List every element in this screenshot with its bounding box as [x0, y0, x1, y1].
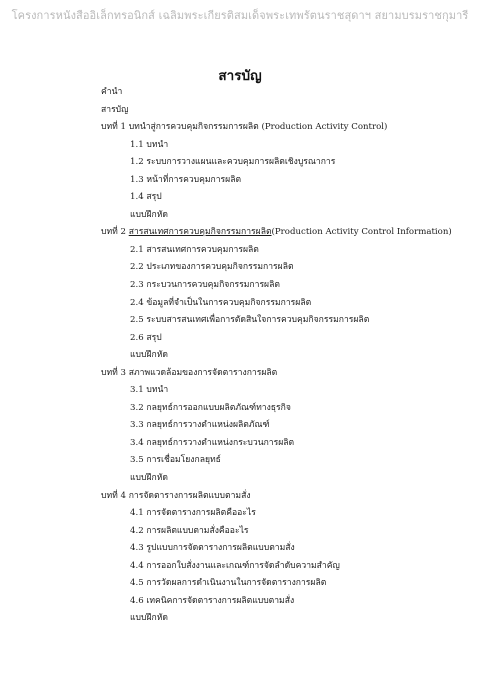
toc-entry-sub: 1.3 หน้าที่การควบคุมการผลิต [130, 174, 242, 185]
toc-entry-sub: 4.6 เทคนิคการจัดตารางการผลิตแบบตามสั่ง [130, 595, 295, 606]
toc-entry-sub: 3.2 กลยุทธ์การออกแบบผลิตภัณฑ์ทางธุรกิจ [130, 402, 291, 413]
toc-entry-main: สารบัญ [101, 104, 129, 115]
toc-entry-sub: 1.1 บทนำ [130, 139, 169, 150]
toc-entry-sub: 3.3 กลยุทธ์การวางตำแหน่งผลิตภัณฑ์ [130, 420, 270, 431]
watermark-header: โครงการหนังสืออิเล็กทรอนิกส์ เฉลิมพระเกียรติสมเด็จพระเทพรัตนราชสุดาฯ สยามบรมราชกุมารี [11, 9, 469, 22]
toc-entry-main: คำนำ [101, 87, 123, 97]
toc-entry-sub: 2.2 ประเภทของการควบคุมกิจกรรมการผลิต [130, 262, 294, 273]
toc-entry-sub: 2.5 ระบบสารสนเทศเพื่อการตัดสินใจการควบคุมกิจกรรมการผลิต [130, 315, 370, 326]
toc-entry-underlined-title: สารสนเทศการควบคุมกิจกรรมการผลิต [128, 227, 272, 238]
toc-entry-sub: 3.1 บทนำ [130, 385, 169, 396]
toc-entry-main: บทที่ 3 สภาพแวดล้อมของการจัดตารางการผลิต [101, 367, 278, 378]
toc-entry-sub: 4.4 การออกใบสั่งงานและเกณฑ์การจัดลำดับความสำคัญ [130, 560, 340, 571]
toc-entry-sub: 2.4 ข้อมูลที่จำเป็นในการควบคุมกิจกรรมการผลิต [130, 297, 312, 308]
toc-entry-main: บทที่ 4 การจัดตารางการผลิตแบบตามสั่ง [101, 490, 251, 501]
toc-entry-sub: 3.4 กลยุทธ์การวางตำแหน่งกระบวนการผลิต [130, 437, 295, 448]
toc-entry-sub: 4.5 การวัดผลการดำเนินงานในการจัดตารางการผลิต [130, 578, 327, 589]
toc-entry-sub: 2.3 กระบวนการควบคุมกิจกรรมการผลิต [130, 280, 280, 291]
toc-entry-sub: แบบฝึกหัด [130, 350, 168, 361]
toc-entry-suffix: (Production Activity Control Information) [271, 227, 452, 238]
page-title: สารบัญ [218, 68, 262, 84]
toc-entry-sub: 4.1 การจัดตารางการผลิตคืออะไร [130, 508, 256, 519]
table-of-contents [0, 84, 480, 628]
toc-entry-sub: 4.2 การผลิตแบบตามสั่งคืออะไร [130, 525, 249, 536]
toc-entry-sub: 1.4 สรุป [130, 192, 162, 203]
toc-entry-sub: แบบฝึกหัด [130, 473, 168, 484]
toc-entry-sub: 2.1 สารสนเทศการควบคุมการผลิต [130, 244, 259, 255]
toc-entry-sub: 2.6 สรุป [130, 332, 162, 343]
toc-entry-prefix: บทที่ 2 [101, 227, 129, 238]
toc-entry-sub: 3.5 การเชื่อมโยงกลยุทธ์ [130, 455, 221, 466]
toc-entry-sub: 4.3 รูปแบบการจัดตารางการผลิตแบบตามสั่ง [130, 543, 295, 554]
toc-entry-sub: 1.2 ระบบการวางแผนและควบคุมการผลิตเชิงบูรณาการ [130, 157, 336, 168]
toc-entry-main [0, 224, 480, 242]
toc-entry-sub: แบบฝึกหัด [130, 209, 168, 220]
toc-entry-main: บทที่ 1 บทนำสู่การควบคุมกิจกรรมการผลิต (Production Activity Control) [101, 122, 388, 133]
toc-entry-sub: แบบฝึกหัด [130, 613, 168, 624]
